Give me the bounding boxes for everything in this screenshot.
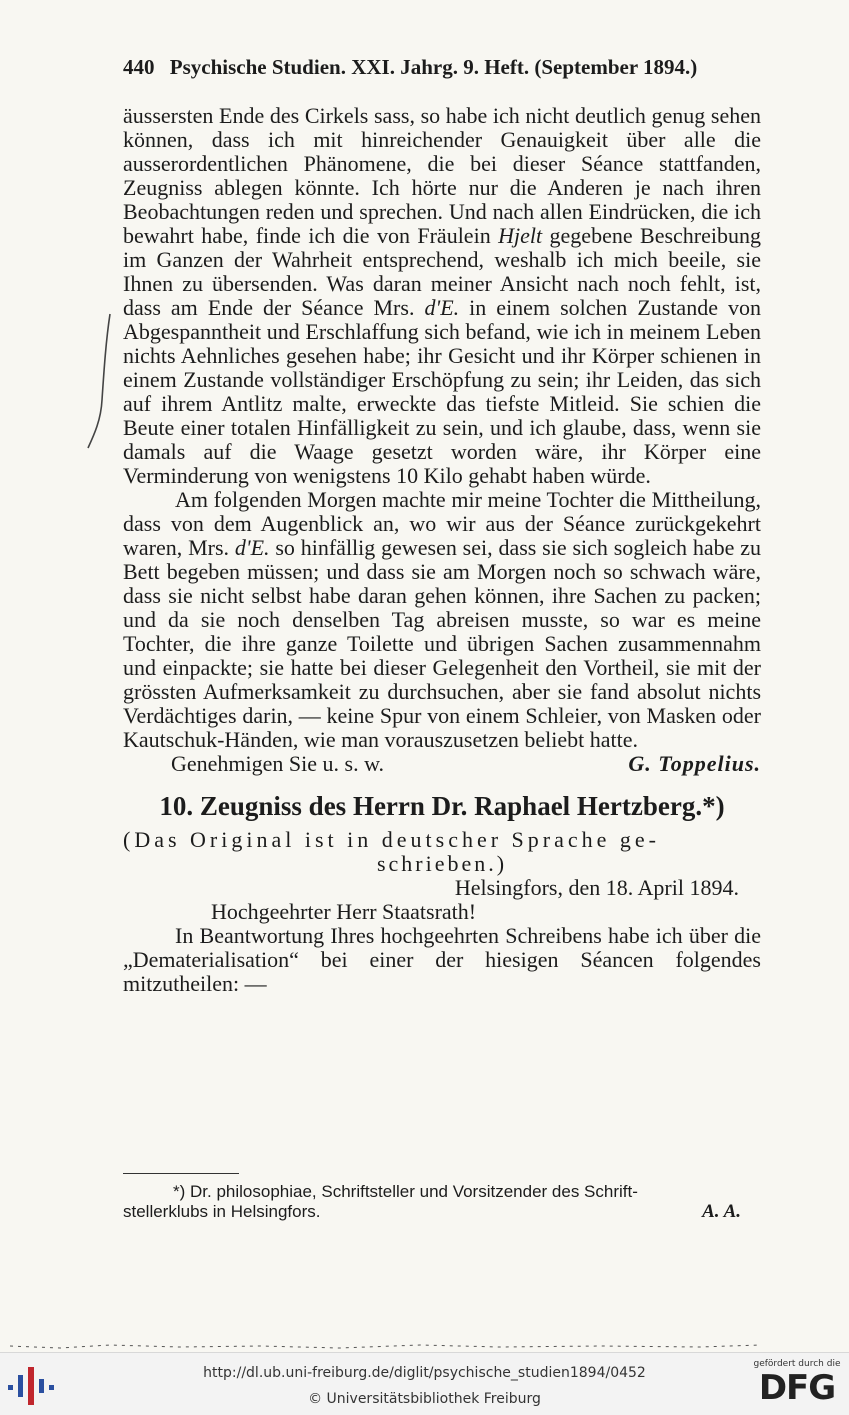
main-text: [123, 104, 761, 996]
viewer-footer: [0, 1352, 849, 1415]
section-title: 10. Zeugniss des Herrn Dr. Raphael Hertzberg.*): [159, 791, 725, 821]
pencil-margin-mark-icon: [84, 310, 114, 450]
footnote-line-2: stellerklubs in Helsingfors.: [123, 1202, 321, 1221]
page-number: 440: [123, 55, 155, 79]
name-de: d'E.: [234, 535, 270, 560]
running-title: Psychische Studien. XXI. Jahrg. 9. Heft. (September 1894.): [169, 55, 698, 79]
running-header: [123, 55, 763, 80]
signature: G. Toppelius.: [628, 751, 761, 776]
original-note-line-2: schrieben.): [376, 851, 508, 876]
scan-edge-noise: [0, 1332, 849, 1354]
footnote: [123, 1182, 763, 1222]
footnote-line-1: *) Dr. philosophiae, Schriftsteller und Vorsitzender des Schrift-: [173, 1182, 638, 1201]
source-url-link[interactable]: http://dl.ub.uni-freiburg.de/diglit/psychische_studien1894/0452: [203, 1365, 646, 1381]
name-hjelt: Hjelt: [498, 223, 543, 248]
dfg-caption: gefördert durch die: [753, 1359, 841, 1369]
footnote-rule: [123, 1173, 239, 1174]
letter-body: In Beantwortung Ihres hochgeehrten Schreibens habe ich über die „Dematerialisation“ bei einer der hiesigen Séancen folgendes mitzutheilen: —: [123, 923, 761, 996]
closing-line: [123, 752, 761, 776]
original-note-line-1: (Das Original ist in deutscher Sprache ge-: [123, 827, 660, 852]
paragraph-1: äussersten Ende des Cirkels sass, so habe ich nicht deutlich genug sehen können, dass ich mit hinreichender Genauigkeit über alle die ausserordentlichen Phänomene, die bei dieser Séance stattfanden, Zeugniss ablegen könnte. Ich hörte nur die Anderen je nach ihren Beobachtungen reden und sprechen. Und nach allen Eindrücken, die ich bewahrt habe, finde ich die von Fräulein Hjelt gegebene Beschreibung im Ganzen der Wahrheit entsprechend, weshalb ich mich beeile, sie Ihnen zu übersenden. Was daran meiner Ansicht nach noch fehlt, ist, dass am Ende der Séance Mrs. d'E. in einem solchen Zustande von Abgespanntheit und Erschlaffung sich befand, wie ich in meinem Leben nichts Aehnliches gesehen habe; ihr Gesicht und ihr Körper schienen in einem Zustande vollständiger Erschöpfung zu sein; ihr Leiden, das sich auf ihrem Antlitz malte, erweckte das tiefste Mitleid. Sie schien die Beute einer totalen Hinfälligkeit zu sein, und ich glaube, dass, wenn sie damals auf die Waage gesetzt worden wäre, ihr Körper eine Verminderung von wenigstens 10 Kilo gehabt haben würde.: [123, 103, 761, 488]
salutation: Hochgeehrter Herr Staatsrath!: [211, 899, 477, 924]
footnote-initials: A. A.: [702, 1201, 741, 1222]
dfg-logo: [751, 1357, 843, 1413]
closing-formula: Genehmigen Sie u. s. w.: [171, 751, 385, 776]
paragraph-2: Am folgenden Morgen machte mir meine Tochter die Mittheilung, dass von dem Augenblick an, wo wir aus der Séance zurückgekehrt waren, Mrs. d'E. so hinfällig gewesen sei, dass sie sich sogleich habe zu Bett begeben müssen; und dass sie am Morgen noch so schwach wäre, dass sie nicht selbst habe daran gehen können, ihre Sachen zu packen; und da sie noch denselben Tag abreisen musste, so war es meine Tochter, die ihre ganze Toilette und übrigen Sachen zusammennahm und einpackte; sie hatte bei dieser Gelegenheit den Vortheil, sie mit der grössten Aufmerksamkeit zu durchsuchen, aber sie fand absolut nichts Verdächtiges darin, — keine Spur von einem Schleier, von Masken oder Kautschuk-Händen, wie man vorauszusetzen beliebt hatte.: [123, 487, 761, 752]
letter-date: Helsingfors, den 18. April 1894.: [454, 875, 739, 900]
dfg-wordmark: DFG: [758, 1368, 836, 1408]
name-de: d'E.: [424, 295, 460, 320]
copyright-text: © Universitätsbibliothek Freiburg: [308, 1391, 541, 1407]
